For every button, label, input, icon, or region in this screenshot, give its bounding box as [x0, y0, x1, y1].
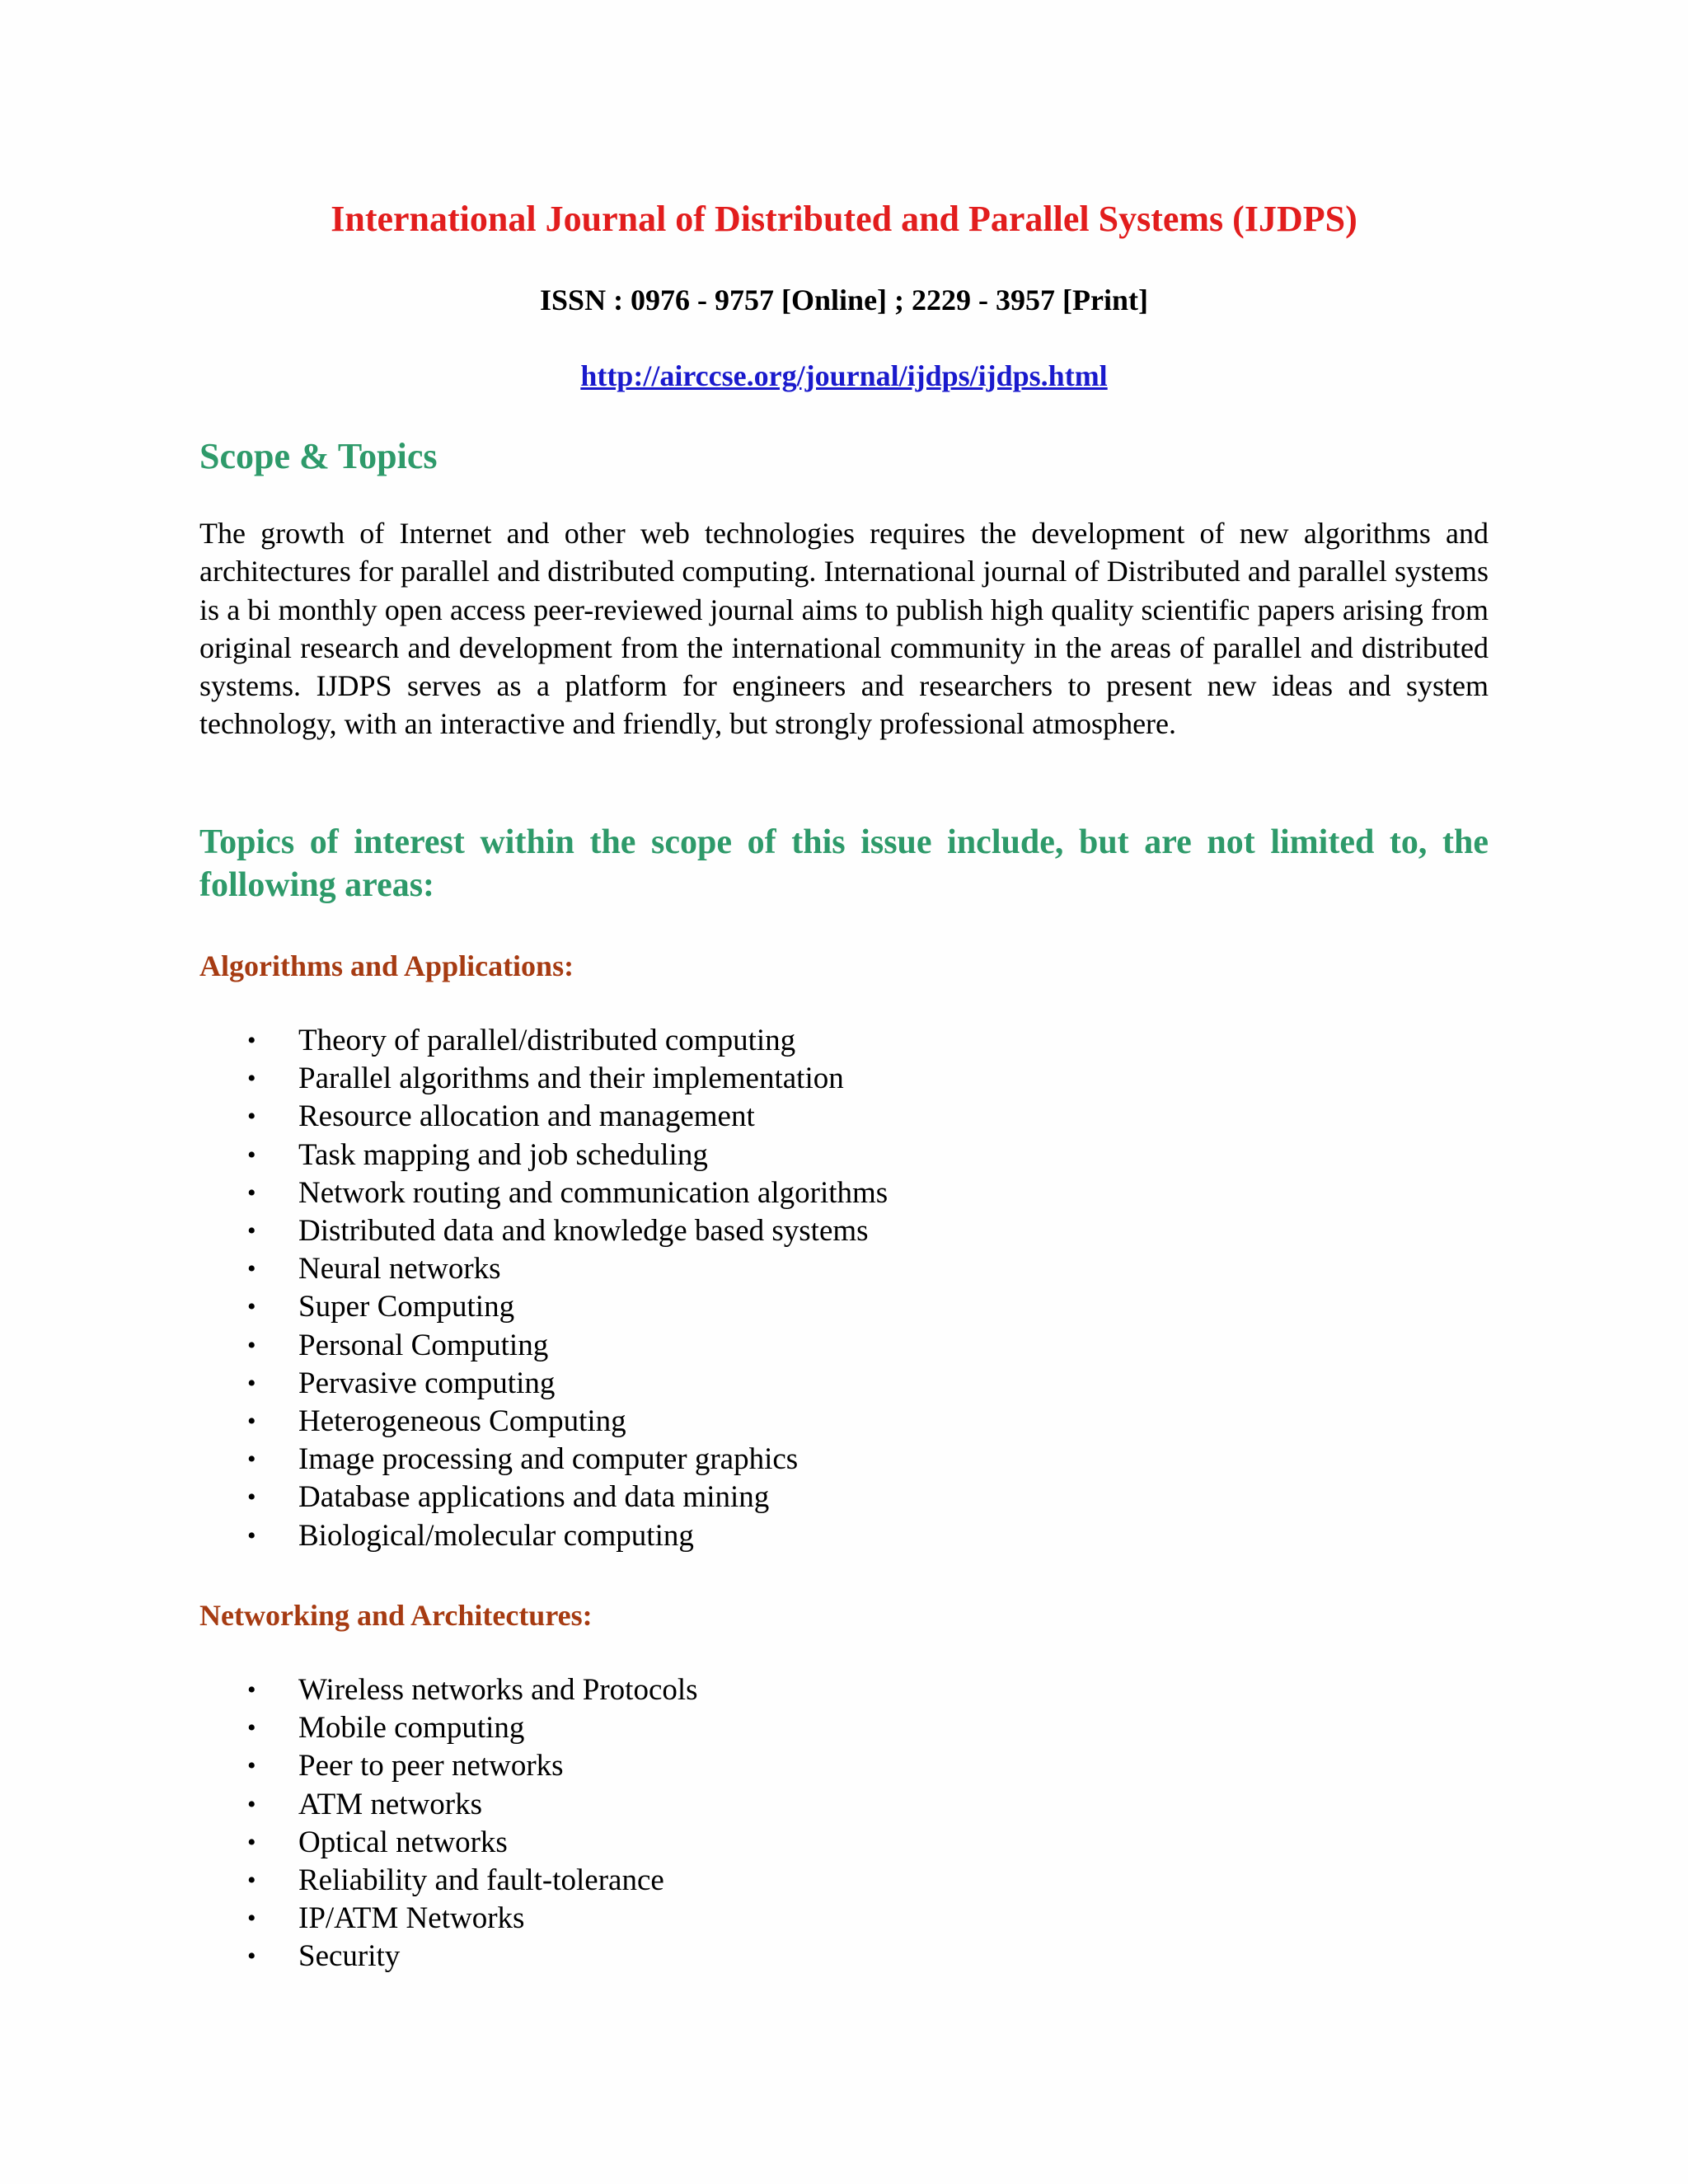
bullet-icon: • — [247, 1943, 256, 1971]
list-item-label: IP/ATM Networks — [298, 1901, 525, 1936]
bullet-icon: • — [247, 1790, 256, 1818]
list-item — [247, 1786, 698, 1824]
list-item — [247, 1327, 888, 1365]
list-item — [247, 1212, 888, 1250]
list-item-label: Neural networks — [298, 1252, 501, 1286]
list-item — [247, 1747, 698, 1785]
bullet-icon: • — [247, 1217, 256, 1245]
list-item — [247, 1174, 888, 1212]
list-item-label: Distributed data and knowledge based systems — [298, 1214, 869, 1249]
bullet-icon: • — [247, 1752, 256, 1780]
list-item — [247, 1938, 698, 1975]
list-item-label: Pervasive computing — [298, 1366, 556, 1400]
list-item — [247, 1709, 698, 1747]
list-item — [247, 1671, 698, 1709]
list-item-label: Optical networks — [298, 1825, 508, 1859]
bullet-icon: • — [247, 1027, 256, 1054]
journal-issn: ISSN : 0976 - 9757 [Online] ; 2229 - 3957 [Print] — [540, 284, 1148, 316]
section-heading-networking: Networking and Architectures: — [199, 1599, 593, 1632]
journal-title: International Journal of Distributed and Parallel Systems (IJDPS) — [331, 199, 1357, 239]
bullet-icon: • — [247, 1331, 256, 1359]
list-item — [247, 1479, 888, 1516]
bullet-icon: • — [247, 1369, 256, 1397]
list-item-label: ATM networks — [298, 1787, 483, 1821]
list-item-label: Wireless networks and Protocols — [298, 1673, 698, 1707]
bullet-icon: • — [247, 1179, 256, 1207]
list-item-label: Peer to peer networks — [298, 1749, 564, 1783]
scope-heading: Scope & Topics — [199, 436, 438, 476]
list-item-label: Theory of parallel/distributed computing — [298, 1024, 796, 1057]
list-item-label: Security — [298, 1939, 401, 1974]
bullet-icon: • — [247, 1255, 256, 1283]
list-item — [247, 1862, 698, 1900]
bullet-icon: • — [247, 1141, 256, 1169]
bullet-icon: • — [247, 1521, 256, 1549]
list-item — [247, 1403, 888, 1441]
bullet-icon: • — [247, 1293, 256, 1321]
list-item-label: Biological/molecular computing — [298, 1518, 694, 1553]
bullet-icon: • — [247, 1483, 256, 1511]
list-item — [247, 1022, 888, 1060]
list-item-label: Mobile computing — [298, 1711, 525, 1746]
list-item-label: Personal Computing — [298, 1328, 549, 1362]
list-item-label: Network routing and communication algorithms — [298, 1175, 889, 1210]
list-item — [247, 1365, 888, 1403]
section-heading-algorithms: Algorithms and Applications: — [199, 949, 574, 982]
journal-url-link[interactable]: http://airccse.org/journal/ijdps/ijdps.html — [580, 359, 1108, 392]
bullet-icon: • — [247, 1905, 256, 1933]
list-item — [247, 1060, 888, 1098]
bullet-icon: • — [247, 1065, 256, 1093]
list-item-label: Resource allocation and management — [298, 1099, 755, 1134]
list-item — [247, 1517, 888, 1555]
list-item — [247, 1250, 888, 1288]
list-item — [247, 1441, 888, 1479]
list-item — [247, 1900, 698, 1938]
list-item — [247, 1137, 888, 1174]
list-item — [247, 1288, 888, 1326]
bullet-icon: • — [247, 1103, 256, 1131]
bullet-icon: • — [247, 1828, 256, 1856]
list-item-label: Parallel algorithms and their implementation — [298, 1062, 844, 1096]
bullet-icon: • — [247, 1714, 256, 1742]
list-item — [247, 1824, 698, 1862]
bullet-icon: • — [247, 1446, 256, 1474]
scope-intro-paragraph: The growth of Internet and other web technologies requires the development of new algorithms and architectures for parallel and distributed computing. International journal of Distributed and parallel systems is a bi monthly open access peer-reviewed journal aims to publish high quality scientific papers arising from original research and development from the international community in the areas of parallel and distributed systems. IJDPS serves as a platform for engineers and researchers to present new ideas and system technology, with an interactive and friendly, but strongly professional atmosphere. — [199, 517, 1489, 741]
list-item-label: Super Computing — [298, 1290, 515, 1324]
topic-list-networking — [247, 1671, 698, 1976]
list-item-label: Image processing and computer graphics — [298, 1442, 799, 1477]
list-item-label: Heterogeneous Computing — [298, 1404, 626, 1439]
topics-heading: Topics of interest within the scope of this issue include, but are not limited to, the following areas: — [199, 823, 1489, 904]
bullet-icon: • — [247, 1408, 256, 1436]
list-item-label: Reliability and fault-tolerance — [298, 1863, 664, 1898]
topic-list-algorithms — [247, 1022, 888, 1555]
list-item-label: Database applications and data mining — [298, 1480, 770, 1515]
bullet-icon: • — [247, 1676, 256, 1704]
bullet-icon: • — [247, 1867, 256, 1895]
list-item-label: Task mapping and job scheduling — [298, 1137, 708, 1172]
list-item — [247, 1098, 888, 1136]
journal-url-line — [0, 356, 1688, 396]
